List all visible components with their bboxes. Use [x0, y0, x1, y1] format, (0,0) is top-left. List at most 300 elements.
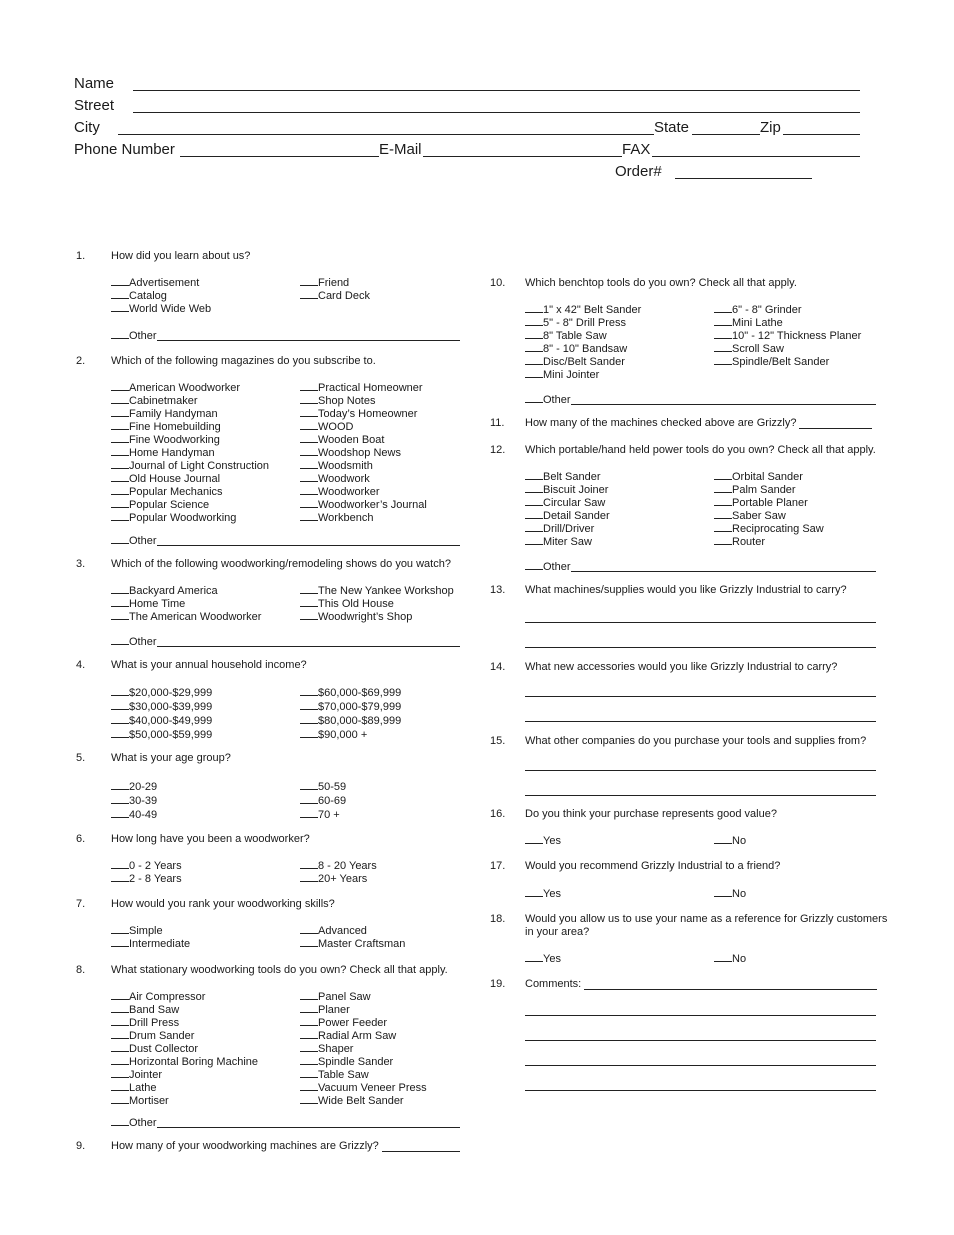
check-blank[interactable] [300, 700, 318, 710]
checkbox-option[interactable] [300, 407, 417, 420]
checkbox-option[interactable] [300, 511, 373, 524]
check-blank[interactable] [111, 872, 129, 882]
check-blank[interactable] [525, 355, 543, 365]
checkbox-option[interactable] [714, 496, 808, 509]
check-blank[interactable] [111, 1068, 129, 1078]
checkbox-option[interactable] [300, 1042, 353, 1055]
check-blank[interactable] [300, 872, 318, 882]
question-text-continued: in your area? [525, 926, 590, 938]
option-label: Table Saw [318, 1069, 369, 1081]
check-blank[interactable] [300, 794, 318, 804]
checkbox-option[interactable] [111, 1029, 194, 1042]
checkbox-option[interactable] [111, 859, 182, 872]
checkbox-option[interactable] [111, 446, 215, 459]
check-blank[interactable] [525, 834, 543, 844]
check-blank[interactable] [111, 1116, 129, 1126]
other-option[interactable] [525, 560, 571, 573]
check-blank[interactable] [111, 728, 129, 738]
check-blank[interactable] [111, 433, 129, 443]
option-label: 8 - 20 Years [318, 860, 377, 872]
check-blank[interactable] [300, 407, 318, 417]
option-label: No [732, 835, 747, 847]
check-blank[interactable] [111, 407, 129, 417]
checkbox-option[interactable] [300, 381, 423, 394]
checkbox-option[interactable] [111, 584, 218, 597]
question-number: 16. [490, 808, 506, 820]
question-number: 19. [490, 978, 506, 990]
checkbox-option[interactable] [525, 342, 627, 355]
checkbox-option[interactable] [525, 470, 600, 483]
checkbox-option[interactable] [300, 485, 380, 498]
check-blank[interactable] [111, 1016, 129, 1026]
zip-label: Zip [760, 119, 781, 136]
check-blank[interactable] [714, 329, 732, 339]
checkbox-option[interactable] [111, 289, 167, 302]
checkbox-option[interactable] [111, 610, 261, 623]
option-label: Friend [318, 277, 350, 289]
order-field[interactable] [675, 178, 812, 179]
other-line[interactable] [157, 545, 460, 546]
name-label: Name [74, 75, 115, 92]
street-field[interactable] [133, 112, 860, 113]
check-blank[interactable] [300, 1003, 318, 1013]
check-blank[interactable] [525, 368, 543, 378]
check-blank[interactable] [111, 990, 129, 1000]
option-label: 50-59 [318, 781, 347, 793]
option-label: Drum Sander [129, 1030, 195, 1042]
check-blank[interactable] [300, 472, 318, 482]
checkbox-option[interactable] [714, 483, 796, 496]
other-line[interactable] [571, 571, 876, 572]
other-option[interactable] [111, 329, 157, 342]
other-line[interactable] [157, 1127, 460, 1128]
check-blank[interactable] [300, 381, 318, 391]
option-label: Radial Arm Saw [318, 1030, 397, 1042]
check-blank[interactable] [300, 511, 318, 521]
check-blank[interactable] [111, 1029, 129, 1039]
check-blank[interactable] [714, 483, 732, 493]
check-blank[interactable] [111, 472, 129, 482]
checkbox-option[interactable] [525, 355, 625, 368]
check-blank[interactable] [111, 381, 129, 391]
answer-line[interactable] [525, 647, 876, 648]
checkbox-option[interactable] [300, 610, 412, 623]
check-blank[interactable] [300, 394, 318, 404]
check-blank[interactable] [300, 485, 318, 495]
check-blank[interactable] [300, 990, 318, 1000]
option-label: WOOD [318, 421, 354, 433]
check-blank[interactable] [714, 342, 732, 352]
check-blank[interactable] [300, 924, 318, 934]
checkbox-option[interactable] [300, 420, 353, 433]
checkbox-option[interactable] [300, 700, 401, 713]
checkbox-option[interactable] [300, 472, 370, 485]
checkbox-option[interactable] [111, 714, 212, 727]
question-text: Which portable/hand held power tools do you own? Check all that apply. [525, 444, 876, 456]
check-blank[interactable] [111, 597, 129, 607]
check-blank[interactable] [111, 780, 129, 790]
answer-line[interactable] [525, 1040, 876, 1041]
option-label: 6" - 8" Grinder [732, 304, 802, 316]
checkbox-option[interactable] [111, 485, 223, 498]
question-text: What stationary woodworking tools do you own? Check all that apply. [111, 964, 448, 976]
question-number: 6. [76, 833, 86, 845]
other-line[interactable] [157, 646, 460, 647]
check-blank[interactable] [714, 834, 732, 844]
check-blank[interactable] [111, 794, 129, 804]
checkbox-option[interactable] [111, 597, 185, 610]
check-blank[interactable] [111, 635, 129, 645]
checkbox-option[interactable] [300, 584, 454, 597]
checkbox-option[interactable] [111, 990, 205, 1003]
other-option[interactable] [525, 393, 571, 406]
checkbox-option[interactable] [300, 794, 346, 807]
check-blank[interactable] [300, 1029, 318, 1039]
check-blank[interactable] [300, 584, 318, 594]
check-blank[interactable] [714, 509, 732, 519]
check-blank[interactable] [111, 924, 129, 934]
answer-line[interactable] [382, 1151, 460, 1152]
option-label: Popular Mechanics [129, 486, 223, 498]
checkbox-option[interactable] [300, 924, 367, 937]
checkbox-option[interactable] [111, 924, 163, 937]
checkbox-option[interactable] [525, 887, 561, 900]
question-number: 15. [490, 735, 506, 747]
check-blank[interactable] [111, 610, 129, 620]
check-blank[interactable] [300, 420, 318, 430]
check-blank[interactable] [111, 937, 129, 947]
option-label: Popular Science [129, 499, 210, 511]
checkbox-option[interactable] [300, 289, 370, 302]
answer-line[interactable] [525, 1065, 876, 1066]
checkbox-option[interactable] [111, 498, 209, 511]
check-blank[interactable] [111, 808, 129, 818]
check-blank[interactable] [525, 560, 543, 570]
checkbox-option[interactable] [300, 872, 367, 885]
checkbox-option[interactable] [300, 276, 349, 289]
check-blank[interactable] [714, 316, 732, 326]
option-label: The New Yankee Workshop [318, 585, 454, 597]
checkbox-option[interactable] [111, 394, 197, 407]
other-option[interactable] [111, 1116, 157, 1129]
checkbox-option[interactable] [111, 381, 240, 394]
zip-field[interactable] [783, 134, 860, 135]
check-blank[interactable] [111, 714, 129, 724]
check-blank[interactable] [111, 459, 129, 469]
check-blank[interactable] [111, 420, 129, 430]
option-label: $70,000-$79,999 [318, 701, 402, 713]
question-text: How long have you been a woodworker? [111, 833, 310, 845]
checkbox-option[interactable] [714, 329, 861, 342]
option-label: Shop Notes [318, 395, 376, 407]
check-blank[interactable] [111, 1042, 129, 1052]
option-label: Reciprocating Saw [732, 523, 824, 535]
other-label: Other [129, 636, 157, 648]
checkbox-option[interactable] [300, 780, 346, 793]
checkbox-option[interactable] [300, 1094, 404, 1107]
checkbox-option[interactable] [111, 700, 212, 713]
question-text: Would you allow us to use your name as a reference for Grizzly customers [525, 913, 888, 925]
checkbox-option[interactable] [525, 496, 605, 509]
checkbox-option[interactable] [300, 394, 375, 407]
checkbox-option[interactable] [714, 316, 783, 329]
option-label: Master Craftsman [318, 938, 406, 950]
checkbox-option[interactable] [714, 355, 829, 368]
answer-line[interactable] [525, 1090, 876, 1091]
checkbox-option[interactable] [714, 535, 765, 548]
checkbox-option[interactable] [300, 808, 340, 821]
check-blank[interactable] [111, 700, 129, 710]
checkbox-option[interactable] [525, 316, 626, 329]
check-blank[interactable] [714, 952, 732, 962]
checkbox-option[interactable] [111, 302, 211, 315]
check-blank[interactable] [300, 1055, 318, 1065]
option-label: Circular Saw [543, 497, 606, 509]
checkbox-option[interactable] [714, 834, 746, 847]
city-field[interactable] [118, 134, 654, 135]
option-label: Fine Homebuilding [129, 421, 221, 433]
check-blank[interactable] [111, 1055, 129, 1065]
state-field[interactable] [692, 134, 760, 135]
email-field[interactable] [423, 156, 622, 157]
check-blank[interactable] [111, 394, 129, 404]
checkbox-option[interactable] [525, 535, 592, 548]
check-blank[interactable] [714, 355, 732, 365]
checkbox-option[interactable] [714, 303, 802, 316]
option-label: Planer [318, 1004, 350, 1016]
checkbox-option[interactable] [300, 1055, 393, 1068]
check-blank[interactable] [111, 485, 129, 495]
check-blank[interactable] [300, 728, 318, 738]
checkbox-option[interactable] [111, 1016, 179, 1029]
check-blank[interactable] [300, 1042, 318, 1052]
check-blank[interactable] [111, 584, 129, 594]
check-blank[interactable] [111, 686, 129, 696]
answer-line[interactable] [525, 721, 876, 722]
checkbox-option[interactable] [111, 794, 157, 807]
other-option[interactable] [111, 635, 157, 648]
checkbox-option[interactable] [111, 420, 221, 433]
other-option[interactable] [111, 534, 157, 547]
option-label: Drill/Driver [543, 523, 595, 535]
checkbox-option[interactable] [111, 1055, 258, 1068]
option-label: Woodwork [318, 473, 370, 485]
checkbox-option[interactable] [300, 433, 384, 446]
check-blank[interactable] [525, 952, 543, 962]
checkbox-option[interactable] [300, 1003, 350, 1016]
option-label: 1" x 42" Belt Sander [543, 304, 642, 316]
option-label: Cabinetmaker [129, 395, 198, 407]
check-blank[interactable] [300, 937, 318, 947]
answer-line[interactable] [584, 989, 877, 990]
checkbox-option[interactable] [111, 1094, 169, 1107]
check-blank[interactable] [300, 859, 318, 869]
checkbox-option[interactable] [111, 1003, 179, 1016]
option-label: Portable Planer [732, 497, 808, 509]
checkbox-option[interactable] [111, 780, 157, 793]
checkbox-option[interactable] [300, 1029, 396, 1042]
option-label: Workbench [318, 512, 374, 524]
checkbox-option[interactable] [714, 887, 746, 900]
check-blank[interactable] [300, 714, 318, 724]
checkbox-option[interactable] [111, 276, 199, 289]
answer-line[interactable] [525, 795, 876, 796]
check-blank[interactable] [525, 342, 543, 352]
checkbox-option[interactable] [300, 459, 373, 472]
check-blank[interactable] [525, 483, 543, 493]
check-blank[interactable] [525, 329, 543, 339]
check-blank[interactable] [111, 302, 129, 312]
option-label: This Old House [318, 598, 394, 610]
check-blank[interactable] [300, 597, 318, 607]
check-blank[interactable] [525, 393, 543, 403]
check-blank[interactable] [525, 535, 543, 545]
check-blank[interactable] [300, 459, 318, 469]
checkbox-option[interactable] [111, 433, 220, 446]
checkbox-option[interactable] [300, 937, 405, 950]
check-blank[interactable] [714, 522, 732, 532]
checkbox-option[interactable] [111, 407, 218, 420]
option-label: No [732, 888, 747, 900]
checkbox-option[interactable] [714, 522, 824, 535]
checkbox-option[interactable] [300, 597, 394, 610]
checkbox-option[interactable] [111, 459, 269, 472]
check-blank[interactable] [300, 1016, 318, 1026]
checkbox-option[interactable] [525, 522, 594, 535]
order-label: Order# [615, 163, 662, 180]
checkbox-option[interactable] [111, 808, 157, 821]
name-field[interactable] [133, 90, 860, 91]
checkbox-option[interactable] [525, 834, 561, 847]
checkbox-option[interactable] [300, 1016, 387, 1029]
check-blank[interactable] [714, 887, 732, 897]
checkbox-option[interactable] [300, 714, 401, 727]
checkbox-option[interactable] [525, 303, 641, 316]
check-blank[interactable] [525, 496, 543, 506]
option-label: Old House Journal [129, 473, 221, 485]
answer-line[interactable] [525, 622, 876, 623]
check-blank[interactable] [111, 511, 129, 521]
check-blank[interactable] [300, 686, 318, 696]
check-blank[interactable] [111, 329, 129, 339]
fax-field[interactable] [652, 156, 860, 157]
question-text: How would you rank your woodworking skills? [111, 898, 335, 910]
check-blank[interactable] [300, 289, 318, 299]
check-blank[interactable] [111, 534, 129, 544]
checkbox-option[interactable] [714, 952, 746, 965]
checkbox-option[interactable] [714, 342, 784, 355]
check-blank[interactable] [111, 289, 129, 299]
check-blank[interactable] [714, 470, 732, 480]
check-blank[interactable] [111, 276, 129, 286]
other-line[interactable] [571, 404, 876, 405]
check-blank[interactable] [714, 303, 732, 313]
check-blank[interactable] [111, 498, 129, 508]
checkbox-option[interactable] [111, 1068, 162, 1081]
checkbox-option[interactable] [525, 368, 599, 381]
checkbox-option[interactable] [111, 872, 182, 885]
checkbox-option[interactable] [300, 990, 371, 1003]
option-label: 5" - 8" Drill Press [543, 317, 626, 329]
option-label: $60,000-$69,999 [318, 687, 402, 699]
option-label: Intermediate [129, 938, 191, 950]
checkbox-option[interactable] [111, 937, 190, 950]
checkbox-option[interactable] [300, 859, 377, 872]
question-number: 7. [76, 898, 86, 910]
check-blank[interactable] [111, 446, 129, 456]
check-blank[interactable] [525, 470, 543, 480]
checkbox-option[interactable] [111, 1042, 198, 1055]
check-blank[interactable] [300, 1094, 318, 1104]
check-blank[interactable] [111, 1094, 129, 1104]
checkbox-option[interactable] [111, 686, 212, 699]
check-blank[interactable] [525, 509, 543, 519]
check-blank[interactable] [525, 303, 543, 313]
check-blank[interactable] [300, 780, 318, 790]
other-label: Other [129, 1117, 157, 1129]
checkbox-option[interactable] [525, 952, 561, 965]
check-blank[interactable] [300, 1068, 318, 1078]
check-blank[interactable] [300, 610, 318, 620]
checkbox-option[interactable] [111, 511, 236, 524]
check-blank[interactable] [525, 522, 543, 532]
answer-line[interactable] [799, 428, 872, 429]
question-text: What machines/supplies would you like Grizzly Industrial to carry? [525, 584, 847, 596]
check-blank[interactable] [300, 446, 318, 456]
checkbox-option[interactable] [525, 509, 610, 522]
checkbox-option[interactable] [300, 1081, 427, 1094]
check-blank[interactable] [300, 498, 318, 508]
option-label: Horizontal Boring Machine [129, 1056, 259, 1068]
checkbox-option[interactable] [111, 728, 212, 741]
option-label: Lathe [129, 1082, 157, 1094]
check-blank[interactable] [300, 1081, 318, 1091]
check-blank[interactable] [714, 535, 732, 545]
city-label: City [74, 119, 100, 136]
checkbox-option[interactable] [525, 483, 608, 496]
check-blank[interactable] [714, 496, 732, 506]
checkbox-option[interactable] [714, 509, 786, 522]
checkbox-option[interactable] [111, 472, 220, 485]
check-blank[interactable] [111, 859, 129, 869]
other-line[interactable] [157, 340, 460, 341]
question-number: 13. [490, 584, 506, 596]
option-label: No [732, 953, 747, 965]
checkbox-option[interactable] [714, 470, 803, 483]
option-label: Woodwright’s Shop [318, 611, 413, 623]
phone-field[interactable] [180, 156, 379, 157]
answer-line[interactable] [525, 1015, 876, 1016]
answer-line[interactable] [525, 696, 876, 697]
checkbox-option[interactable] [300, 498, 427, 511]
check-blank[interactable] [525, 887, 543, 897]
check-blank[interactable] [111, 1003, 129, 1013]
check-blank[interactable] [111, 1081, 129, 1091]
checkbox-option[interactable] [525, 329, 607, 342]
option-label: 70 + [318, 809, 340, 821]
checkbox-option[interactable] [300, 686, 401, 699]
option-label: 2 - 8 Years [129, 873, 182, 885]
check-blank[interactable] [300, 433, 318, 443]
answer-line[interactable] [525, 770, 876, 771]
check-blank[interactable] [300, 276, 318, 286]
checkbox-option[interactable] [300, 1068, 369, 1081]
check-blank[interactable] [300, 808, 318, 818]
checkbox-option[interactable] [111, 1081, 157, 1094]
checkbox-option[interactable] [300, 446, 401, 459]
check-blank[interactable] [525, 316, 543, 326]
checkbox-option[interactable] [300, 728, 367, 741]
